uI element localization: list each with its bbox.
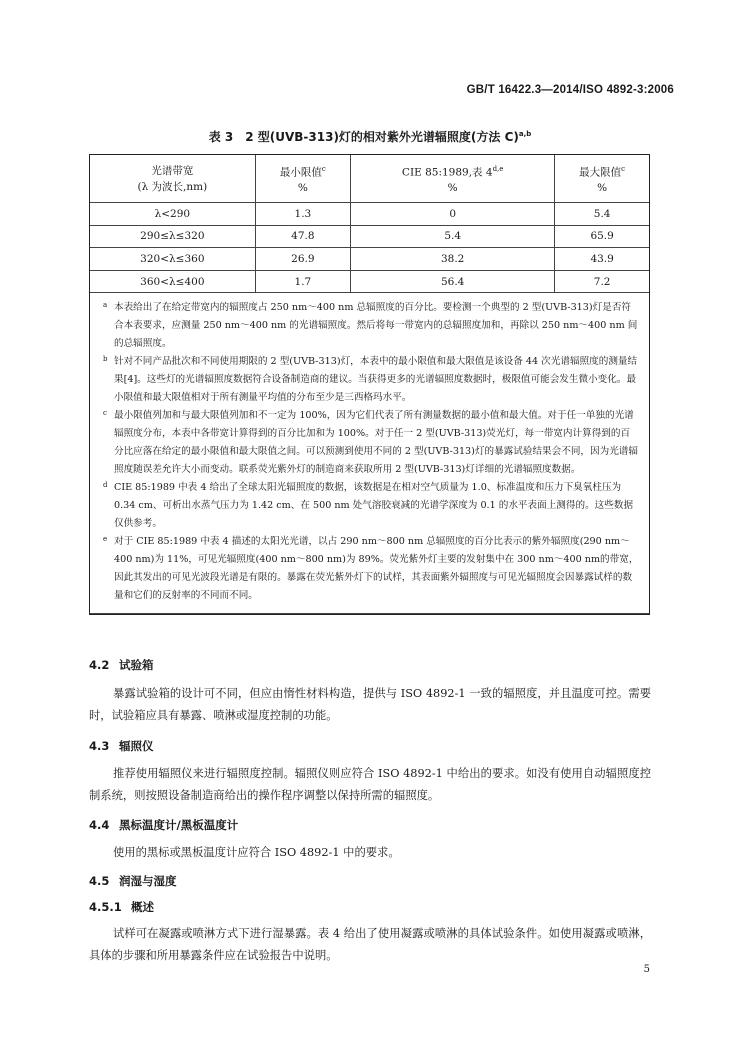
column-header: 最小限值$^c$ % bbox=[255, 155, 350, 203]
note-mark: b bbox=[103, 355, 108, 364]
section-title: 润湿与湿度 bbox=[119, 874, 177, 888]
table-cell: 5.4 bbox=[351, 225, 555, 248]
table-cell: 47.8 bbox=[255, 225, 350, 248]
table-title bbox=[0, 128, 740, 145]
column-header: CIE 85:1989,表 4$^{d,e}$ % bbox=[351, 155, 555, 203]
table-notes-row bbox=[90, 293, 649, 614]
section-title: 黑标温度计/黑板温度计 bbox=[119, 818, 239, 832]
section-number: 4.4 bbox=[89, 818, 110, 832]
section-number: 4.2 bbox=[89, 658, 110, 672]
spectral-irradiance-table bbox=[89, 154, 650, 615]
section-heading bbox=[89, 899, 154, 915]
table-row bbox=[90, 270, 649, 293]
table-cell: λ<290 bbox=[90, 203, 255, 226]
table-note bbox=[103, 353, 639, 407]
table-title-footnote-marks: a,b bbox=[518, 130, 532, 138]
note-mark: d bbox=[103, 481, 108, 490]
table-cell: 65.9 bbox=[555, 225, 649, 248]
standard-number: GB/T 16422.3—2014/ISO 4892-3:2006 bbox=[466, 84, 674, 96]
table-cell: 1.7 bbox=[255, 270, 350, 293]
table-note bbox=[103, 407, 639, 479]
section-heading bbox=[89, 817, 238, 833]
section-heading bbox=[89, 873, 177, 889]
section-paragraph: 推荐使用辐照仪来进行辐照度控制。辐照仪则应符合 ISO 4892-1 中给出的要求。如没有使用自动辐照度控制系统，则按照设备制造商给出的操作程序调整以保持所需的辐照度。 bbox=[89, 767, 651, 802]
section-heading bbox=[89, 738, 154, 754]
section-title: 试验箱 bbox=[119, 658, 154, 672]
table-notes bbox=[90, 293, 649, 614]
table-row bbox=[90, 225, 649, 248]
note-text: CIE 85:1989 中表 4 给出了全球太阳光辐照度的数据，该数据是在相对空气质量为 1.0、标准温度和压力下臭氧柱压为 0.34 cm、可析出水蒸气压力为 1.42 cm、在 500 nm 处气溶胶衰减的光谱学深度为 0.1 的水平表面上测得的。这些数据仅供参考。 bbox=[114, 482, 634, 530]
note-text: 对于 CIE 85:1989 中表 4 描述的太阳光光谱，以占 290 nm～800 nm 总辐照度的百分比表示的紫外辐照度(290 nm～400 nm)为 11%，可见光辐照度(400 nm～800 nm)为 89%。荧光紫外灯主要的发射集中在 300 nm～400 nm的带宽，因此其发出的可见光波段光谱是有限的。暴露在荧光紫外灯下的试样，其表面紫外辐照度与可见光辐照度会因暴露试样的数量和它们的反射率的不同而不同。 bbox=[114, 536, 639, 602]
note-mark: a bbox=[103, 301, 108, 310]
table-cell: 5.4 bbox=[555, 203, 649, 226]
section-number: 4.3 bbox=[89, 739, 110, 753]
table-row bbox=[90, 203, 649, 226]
table-cell: 0 bbox=[351, 203, 555, 226]
note-text: 本表给出了在给定带宽内的辐照度占 250 nm～400 nm 总辐照度的百分比。要检测一个典型的 2 型(UVB-313)灯是否符合本表要求，应测量 250 nm～400 nm 的光谱辐照度。然后将每一带宽内的总辐照度加和，再除以 250 nm～400 nm 间的总辐照度。 bbox=[114, 302, 638, 350]
table-cell: 7.2 bbox=[555, 270, 649, 293]
table-cell: 1.3 bbox=[255, 203, 350, 226]
table-cell: 26.9 bbox=[255, 248, 350, 271]
section-paragraph: 使用的黑标或黑板温度计应符合 ISO 4892-1 中的要求。 bbox=[113, 846, 400, 859]
page-number: 5 bbox=[643, 964, 650, 975]
table-cell: 38.2 bbox=[351, 248, 555, 271]
section-paragraph: 暴露试验箱的设计可不同，但应由惰性材料构造，提供与 ISO 4892-1 一致的辐照度，并且温度可控。需要时，试验箱应具有暴露、喷淋或湿度控制的功能。 bbox=[89, 687, 651, 722]
note-mark: c bbox=[103, 409, 107, 418]
note-mark: e bbox=[103, 535, 108, 544]
column-header: 最大限值$^c$ % bbox=[555, 155, 649, 203]
table-cell: 290≤λ≤320 bbox=[90, 225, 255, 248]
table-note bbox=[103, 479, 639, 533]
table-cell: 43.9 bbox=[555, 248, 649, 271]
table-header-row bbox=[90, 155, 649, 203]
table-cell: 56.4 bbox=[351, 270, 555, 293]
note-text: 针对不同产品批次和不同使用期限的 2 型(UVB-313)灯，本表中的最小限值和最大限值是该设备 44 次光谱辐照度的测量结果[4]。这些灯的光谱辐照度数据符合设备制造商的建议。当获得更多的光谱辐照度数据时，极限值可能会发生微小变化。最小限值和最大限值相对于所有测量平均值的分布至少是三西格玛水平。 bbox=[114, 356, 638, 404]
table-title-text: 表 3 2 型(UVB-313)灯的相对紫外光谱辐照度(方法 C) bbox=[208, 130, 519, 144]
table-cell: 360<λ≤400 bbox=[90, 270, 255, 293]
section-paragraph: 试样可在凝露或喷淋方式下进行湿暴露。表 4 给出了使用凝露或喷淋的具体试验条件。如使用凝露或喷淋，具体的步骤和所用暴露条件应在试验报告中说明。 bbox=[89, 927, 651, 962]
table-note bbox=[103, 299, 639, 353]
column-header: 光谱带宽 (λ 为波长,nm) bbox=[90, 155, 255, 203]
section-number: 4.5.1 bbox=[89, 900, 122, 914]
section-heading bbox=[89, 657, 154, 673]
table-row bbox=[90, 248, 649, 271]
section-number: 4.5 bbox=[89, 874, 110, 888]
table-note bbox=[103, 533, 639, 605]
section-title: 概述 bbox=[131, 900, 154, 914]
section-title: 辐照仪 bbox=[119, 739, 154, 753]
note-text: 最小限值列加和与最大限值列加和不一定为 100%，因为它们代表了所有测量数据的最小值和最大值。对于任一单独的光谱辐照度分布，本表中各带宽计算得到的百分比加和为 100%。对于任一 2 型(UVB-313)荧光灯，每一带宽内计算得到的百分比应落在给定的最小限值和最大限值之间。可以预测到使用不同的 2 型(UVB-313)灯的暴露试验结果会不同，因为光谱辐照度随误差允许大小而变动。联系荧光紫外灯的制造商来获取所用 2 型(UVB-313)灯详细的光谱辐照度数据。 bbox=[114, 410, 638, 476]
table-cell: 320<λ≤360 bbox=[90, 248, 255, 271]
